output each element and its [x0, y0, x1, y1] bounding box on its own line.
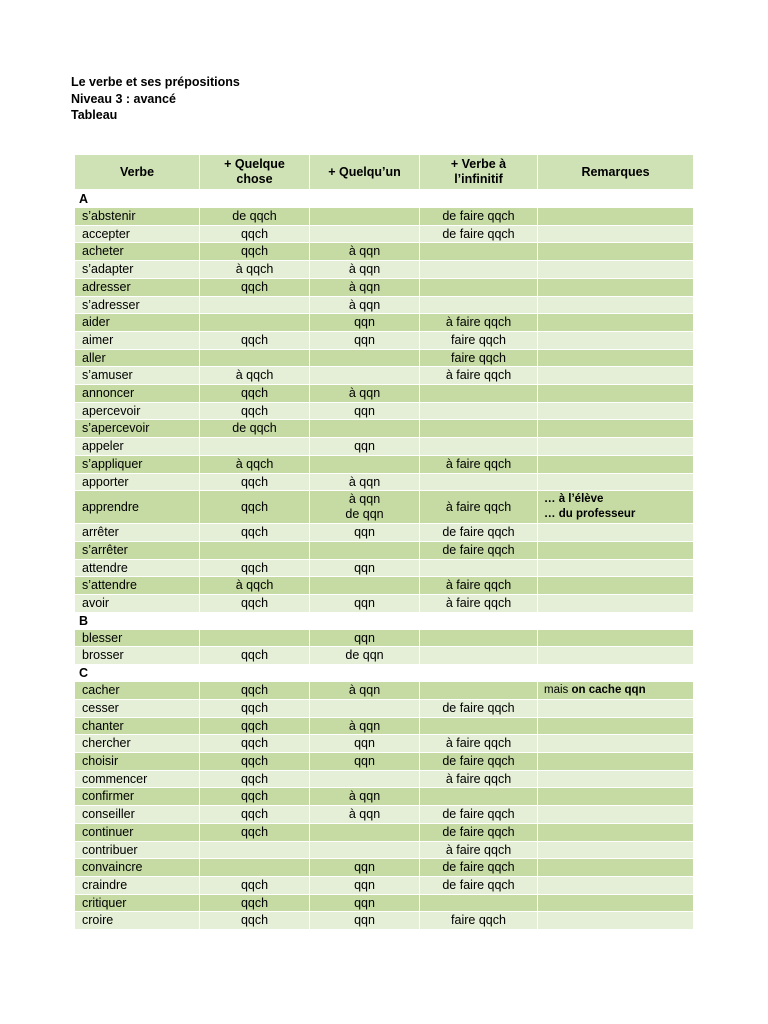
infinitif-cell [420, 895, 538, 913]
table-row [75, 403, 694, 421]
remarque-bold-text: on cache qqn [571, 684, 646, 697]
empty-cell [420, 191, 538, 208]
quelquun-line: à qqn [348, 492, 381, 507]
header-verbe: Verbe [75, 155, 200, 191]
verbe-cell: apprendre [75, 491, 200, 524]
quelquun-cell: qqn [310, 524, 420, 542]
remarques-cell [538, 261, 694, 279]
infinitif-cell: de faire qqch [420, 753, 538, 771]
quelque-chose-cell: qqch [200, 735, 310, 753]
table-row [75, 385, 694, 403]
remarques-cell [538, 753, 694, 771]
table-row [75, 806, 694, 824]
verbe-cell: critiquer [75, 895, 200, 913]
infinitif-cell: de faire qqch [420, 700, 538, 718]
infinitif-cell: de faire qqch [420, 208, 538, 226]
verbe-cell: craindre [75, 877, 200, 895]
quelque-chose-cell [200, 438, 310, 456]
table-row [75, 226, 694, 244]
empty-cell [538, 613, 694, 630]
quelque-chose-cell: qqch [200, 524, 310, 542]
table-row [75, 895, 694, 913]
verbe-cell: acheter [75, 243, 200, 261]
quelque-chose-cell [200, 542, 310, 560]
table-row [75, 647, 694, 665]
remarques-cell [538, 474, 694, 492]
quelquun-cell: à qqn [310, 788, 420, 806]
quelquun-cell: de qqn [310, 647, 420, 665]
infinitif-cell [420, 788, 538, 806]
infinitif-cell: de faire qqch [420, 824, 538, 842]
table-row [75, 682, 694, 700]
quelquun-cell [310, 226, 420, 244]
quelquun-cell: qqn [310, 314, 420, 332]
remarques-cell [538, 771, 694, 789]
table-row [75, 456, 694, 474]
remarques-cell [538, 595, 694, 613]
verbe-cell: conseiller [75, 806, 200, 824]
infinitif-cell: de faire qqch [420, 859, 538, 877]
table-row [75, 279, 694, 297]
table-row [75, 700, 694, 718]
quelquun-cell [310, 350, 420, 368]
verbe-cell: attendre [75, 560, 200, 578]
infinitif-cell: à faire qqch [420, 735, 538, 753]
remarques-cell [538, 491, 694, 524]
table-row [75, 595, 694, 613]
table-row [75, 474, 694, 492]
section-letter-row [75, 613, 694, 630]
quelque-chose-cell: à qqch [200, 367, 310, 385]
verbe-cell: brosser [75, 647, 200, 665]
quelque-chose-cell: qqch [200, 771, 310, 789]
table-row [75, 420, 694, 438]
verbe-cell: convaincre [75, 859, 200, 877]
verbe-cell: avoir [75, 595, 200, 613]
quelque-chose-cell: qqch [200, 700, 310, 718]
quelquun-cell: à qqn [310, 279, 420, 297]
quelquun-cell [310, 420, 420, 438]
infinitif-cell [420, 630, 538, 648]
table-row [75, 438, 694, 456]
infinitif-cell: faire qqch [420, 912, 538, 930]
header-remarques: Remarques [538, 155, 694, 191]
quelquun-cell: qqn [310, 877, 420, 895]
remarques-cell [538, 859, 694, 877]
verbe-cell: accepter [75, 226, 200, 244]
verbe-cell: chanter [75, 718, 200, 736]
remarques-cell [538, 403, 694, 421]
table-header-row [75, 155, 694, 191]
verbe-cell: choisir [75, 753, 200, 771]
infinitif-cell: à faire qqch [420, 314, 538, 332]
verbe-cell: s’attendre [75, 577, 200, 595]
table-row [75, 261, 694, 279]
remarques-cell [538, 438, 694, 456]
section-letter: B [75, 613, 200, 630]
remarques-cell [538, 226, 694, 244]
quelque-chose-cell: qqch [200, 912, 310, 930]
header-verbe-infinitif: + Verbe à l’infinitif [420, 155, 538, 191]
infinitif-cell [420, 243, 538, 261]
quelquun-cell: qqn [310, 895, 420, 913]
remarques-cell [538, 332, 694, 350]
section-letter-row [75, 665, 694, 682]
verbe-cell: s’apercevoir [75, 420, 200, 438]
quelquun-cell: qqn [310, 438, 420, 456]
verbe-cell: cacher [75, 682, 200, 700]
quelquun-cell [310, 577, 420, 595]
verbe-cell: s’adapter [75, 261, 200, 279]
remarques-cell [538, 735, 694, 753]
quelquun-cell: qqn [310, 630, 420, 648]
verbe-cell: s’adresser [75, 297, 200, 315]
quelque-chose-cell [200, 859, 310, 877]
quelquun-cell: à qqn [310, 243, 420, 261]
table-row [75, 877, 694, 895]
quelque-chose-cell: qqch [200, 595, 310, 613]
empty-cell [310, 191, 420, 208]
quelque-chose-cell: qqch [200, 806, 310, 824]
verbe-cell: chercher [75, 735, 200, 753]
quelque-chose-cell: à qqch [200, 261, 310, 279]
quelquun-cell [310, 491, 420, 524]
quelquun-cell [310, 842, 420, 860]
quelque-chose-cell [200, 630, 310, 648]
empty-cell [310, 613, 420, 630]
quelque-chose-cell [200, 842, 310, 860]
infinitif-cell: de faire qqch [420, 877, 538, 895]
infinitif-cell [420, 403, 538, 421]
verbe-cell: arrêter [75, 524, 200, 542]
verbe-cell: annoncer [75, 385, 200, 403]
verbe-cell: croire [75, 912, 200, 930]
quelquun-cell: à qqn [310, 806, 420, 824]
quelque-chose-cell: à qqch [200, 456, 310, 474]
infinitif-cell [420, 297, 538, 315]
remarques-cell [538, 788, 694, 806]
table-body [75, 191, 694, 930]
remarques-cell [538, 630, 694, 648]
verbe-cell: contribuer [75, 842, 200, 860]
verbe-cell: aimer [75, 332, 200, 350]
quelque-chose-cell: qqch [200, 718, 310, 736]
remarques-cell [538, 208, 694, 226]
empty-cell [420, 665, 538, 682]
verbe-cell: cesser [75, 700, 200, 718]
quelquun-cell: à qqn [310, 385, 420, 403]
remarques-cell [538, 912, 694, 930]
level-label: Niveau 3 : avancé [71, 91, 176, 106]
infinitif-cell [420, 261, 538, 279]
table-row [75, 350, 694, 368]
header-quelque-chose: + Quelque chose [200, 155, 310, 191]
quelquun-cell [310, 456, 420, 474]
quelquun-cell: qqn [310, 560, 420, 578]
table-row [75, 718, 694, 736]
quelque-chose-cell [200, 297, 310, 315]
table-row [75, 912, 694, 930]
verbe-cell: s’abstenir [75, 208, 200, 226]
verbe-cell: commencer [75, 771, 200, 789]
table-row [75, 630, 694, 648]
table-row [75, 560, 694, 578]
empty-cell [420, 613, 538, 630]
quelquun-cell: qqn [310, 859, 420, 877]
remarques-cell [538, 524, 694, 542]
quelque-chose-cell [200, 314, 310, 332]
remarques-cell [538, 700, 694, 718]
quelquun-cell [310, 367, 420, 385]
table-row [75, 859, 694, 877]
section-letter: A [75, 191, 200, 208]
remarques-cell [538, 350, 694, 368]
verbe-cell: apporter [75, 474, 200, 492]
verbe-cell: blesser [75, 630, 200, 648]
quelque-chose-cell: qqch [200, 753, 310, 771]
quelque-chose-cell: qqch [200, 332, 310, 350]
verbe-cell: continuer [75, 824, 200, 842]
quelquun-cell: qqn [310, 595, 420, 613]
remarques-cell [538, 895, 694, 913]
table-row [75, 297, 694, 315]
table-row [75, 243, 694, 261]
quelque-chose-cell: qqch [200, 243, 310, 261]
table-row [75, 332, 694, 350]
table-row [75, 577, 694, 595]
verbe-cell: s’amuser [75, 367, 200, 385]
verbe-cell: s’arrêter [75, 542, 200, 560]
quelque-chose-cell: qqch [200, 824, 310, 842]
infinitif-cell [420, 718, 538, 736]
verbe-cell: aider [75, 314, 200, 332]
table-row [75, 367, 694, 385]
remarques-cell [538, 279, 694, 297]
infinitif-cell: à faire qqch [420, 491, 538, 524]
verbe-cell: s’appliquer [75, 456, 200, 474]
quelque-chose-cell: qqch [200, 226, 310, 244]
remarque-line: … à l’élève [544, 493, 604, 506]
infinitif-cell [420, 420, 538, 438]
remarques-cell [538, 824, 694, 842]
quelque-chose-cell: à qqch [200, 577, 310, 595]
quelque-chose-cell: qqch [200, 877, 310, 895]
remarques-cell [538, 243, 694, 261]
quelquun-cell: à qqn [310, 718, 420, 736]
remarques-cell [538, 314, 694, 332]
quelque-chose-cell: qqch [200, 385, 310, 403]
quelquun-cell: à qqn [310, 261, 420, 279]
infinitif-cell [420, 438, 538, 456]
remarques-cell [538, 877, 694, 895]
header-quelquun: + Quelqu’un [310, 155, 420, 191]
remarques-cell [538, 367, 694, 385]
table-row [75, 208, 694, 226]
remarques-cell [538, 456, 694, 474]
quelquun-cell [310, 208, 420, 226]
quelquun-cell: qqn [310, 735, 420, 753]
quelque-chose-cell: de qqch [200, 208, 310, 226]
infinitif-cell: faire qqch [420, 332, 538, 350]
table-row [75, 788, 694, 806]
remarques-cell [538, 842, 694, 860]
verbe-cell: adresser [75, 279, 200, 297]
quelquun-cell [310, 700, 420, 718]
verb-preposition-table [75, 155, 694, 930]
table-row [75, 842, 694, 860]
table-row [75, 524, 694, 542]
infinitif-cell [420, 560, 538, 578]
infinitif-cell [420, 474, 538, 492]
infinitif-cell: de faire qqch [420, 226, 538, 244]
infinitif-cell: à faire qqch [420, 456, 538, 474]
remarques-cell [538, 297, 694, 315]
quelquun-cell: qqn [310, 912, 420, 930]
table-row [75, 771, 694, 789]
quelque-chose-cell: qqch [200, 895, 310, 913]
table-row [75, 542, 694, 560]
document-heading [71, 74, 240, 124]
remarques-cell [538, 420, 694, 438]
verbe-cell: apercevoir [75, 403, 200, 421]
empty-cell [310, 665, 420, 682]
table-row [75, 735, 694, 753]
table-row [75, 824, 694, 842]
remarques-cell [538, 560, 694, 578]
section-label: Tableau [71, 108, 118, 122]
quelque-chose-cell: de qqch [200, 420, 310, 438]
infinitif-cell: de faire qqch [420, 524, 538, 542]
quelque-chose-cell: qqch [200, 279, 310, 297]
infinitif-cell: faire qqch [420, 350, 538, 368]
infinitif-cell: à faire qqch [420, 771, 538, 789]
remarques-cell [538, 806, 694, 824]
remarque-line: … du professeur [544, 508, 636, 521]
infinitif-cell: à faire qqch [420, 577, 538, 595]
quelquun-line: de qqn [345, 507, 384, 522]
quelquun-cell: qqn [310, 403, 420, 421]
infinitif-cell [420, 682, 538, 700]
empty-cell [538, 191, 694, 208]
document-title: Le verbe et ses prépositions [71, 75, 240, 89]
table-row [75, 491, 694, 524]
empty-cell [200, 665, 310, 682]
quelquun-cell: à qqn [310, 474, 420, 492]
remarque-text: mais [544, 684, 572, 697]
quelque-chose-cell: qqch [200, 474, 310, 492]
infinitif-cell: à faire qqch [420, 842, 538, 860]
empty-cell [538, 665, 694, 682]
verbe-cell: aller [75, 350, 200, 368]
quelquun-cell [310, 542, 420, 560]
infinitif-cell: à faire qqch [420, 367, 538, 385]
infinitif-cell [420, 385, 538, 403]
quelque-chose-cell [200, 350, 310, 368]
empty-cell [200, 191, 310, 208]
infinitif-cell [420, 279, 538, 297]
quelque-chose-cell: qqch [200, 491, 310, 524]
remarques-cell [538, 542, 694, 560]
remarques-cell [538, 718, 694, 736]
verbe-cell: confirmer [75, 788, 200, 806]
infinitif-cell [420, 647, 538, 665]
infinitif-cell: de faire qqch [420, 542, 538, 560]
quelquun-cell: à qqn [310, 682, 420, 700]
infinitif-cell: de faire qqch [420, 806, 538, 824]
quelquun-cell: qqn [310, 332, 420, 350]
quelque-chose-cell: qqch [200, 403, 310, 421]
remarques-cell [538, 577, 694, 595]
quelquun-cell: à qqn [310, 297, 420, 315]
quelque-chose-cell: qqch [200, 560, 310, 578]
remarques-cell [538, 682, 694, 700]
verbe-cell: appeler [75, 438, 200, 456]
quelque-chose-cell: qqch [200, 788, 310, 806]
quelquun-cell: qqn [310, 753, 420, 771]
table-row [75, 753, 694, 771]
quelque-chose-cell: qqch [200, 682, 310, 700]
quelquun-cell [310, 824, 420, 842]
quelquun-cell [310, 771, 420, 789]
quelque-chose-cell: qqch [200, 647, 310, 665]
table-row [75, 314, 694, 332]
empty-cell [200, 613, 310, 630]
remarques-cell [538, 647, 694, 665]
section-letter: C [75, 665, 200, 682]
section-letter-row [75, 191, 694, 208]
infinitif-cell: à faire qqch [420, 595, 538, 613]
remarques-cell [538, 385, 694, 403]
